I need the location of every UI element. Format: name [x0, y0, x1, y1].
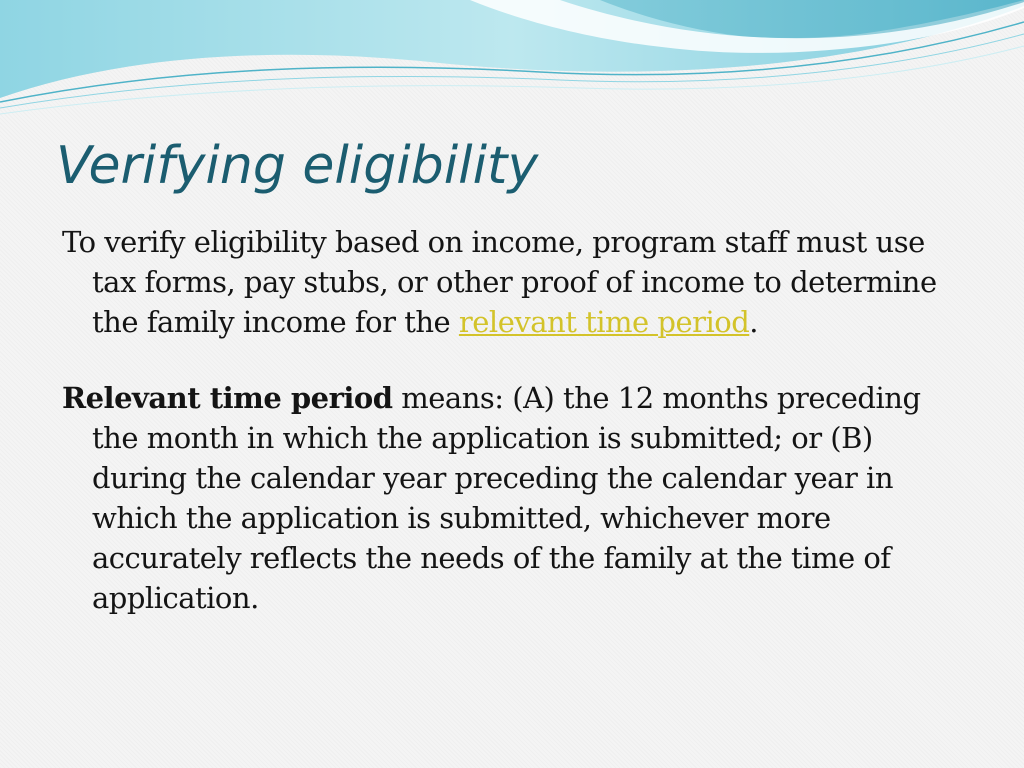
- definition-term: Relevant time period: [62, 381, 393, 415]
- paragraph-verify-text: To verify eligibility based on income, program staff must use tax forms, pay stubs, or other proof of income to determine the family income for the: [62, 225, 937, 339]
- paragraph-definition: [62, 378, 962, 618]
- definition-text: means: (A) the 12 months preceding the month in which the application is submitted; or (B) during the calendar year preceding the calendar year in which the application is submitted, whichever more accurately reflects the needs of the family at the time of application.: [92, 381, 921, 615]
- relevant-time-period-link[interactable]: relevant time period: [458, 305, 750, 339]
- wave-banner: [0, 0, 1024, 120]
- paragraph-verify: [62, 222, 962, 342]
- slide-body: [62, 222, 962, 618]
- paragraph-verify-end: .: [749, 305, 759, 339]
- slide-title: Verifying eligibility: [56, 136, 539, 196]
